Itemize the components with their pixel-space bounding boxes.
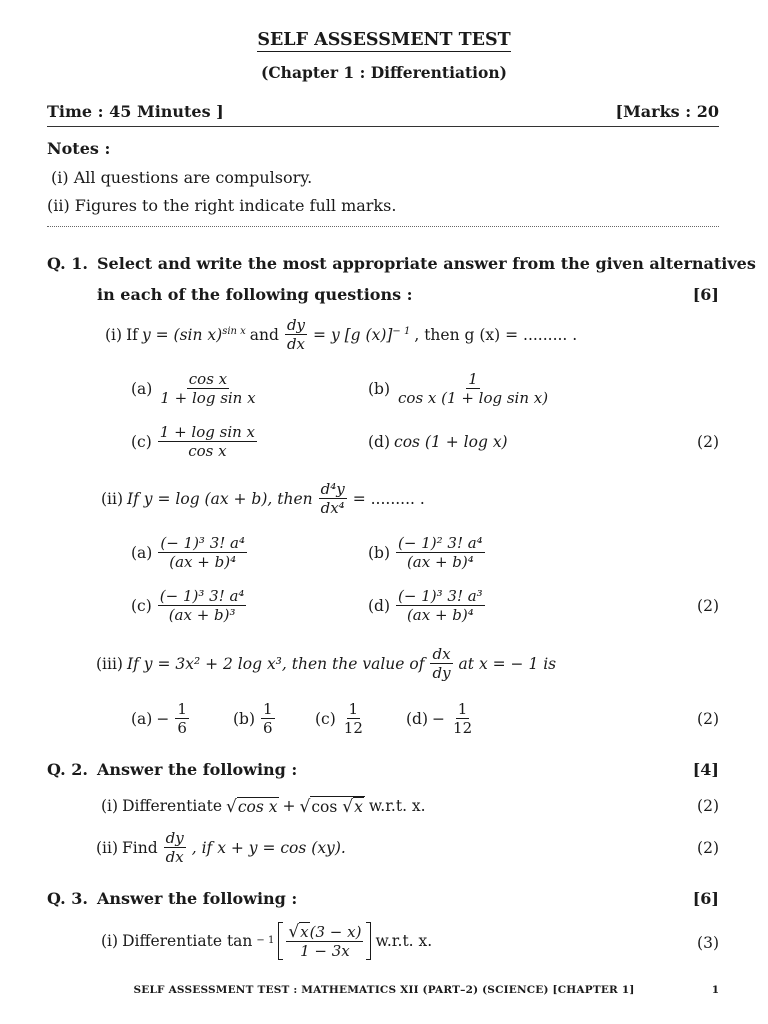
sub-marks: (2): [697, 839, 719, 857]
stem-expr: y = (sin x)$^{sin x}$: [141, 325, 246, 344]
sub-marks: (2): [697, 710, 719, 728]
question-marks: [6]: [692, 285, 719, 304]
page-footer: SELF ASSESSMENT TEST : MATHEMATICS XII (PART–2) (SCIENCE) [CHAPTER 1]: [133, 984, 635, 996]
header-divider: [47, 126, 719, 127]
question-text: Select and write the most appropriate answer from the given alternatives: [97, 254, 756, 273]
question-text: Answer the following :: [97, 889, 298, 908]
stem-text: If: [126, 325, 138, 344]
option-b: (b) $\frac{1}{\text{cos x (1 + log sin x)}}$: [368, 370, 549, 407]
q1-sub2-stem: (ii) If y = log (ax + b), then $\frac{\text{d⁴y}}{\text{dx⁴}}$ = ......... .: [101, 480, 425, 517]
stem-rhs: = y [g (x)]$^{- 1}$: [313, 325, 411, 344]
q2-sub1: (i) Differentiate √ cos x + √ cos √ x w.r.t. x.: [101, 796, 426, 817]
question-text: in each of the following questions :: [97, 285, 413, 304]
stem-text: and: [249, 325, 279, 344]
option-a: (a) − $\frac{1}{6}$: [131, 700, 187, 737]
time-label: Time : 45 Minutes ]: [47, 102, 224, 121]
marks-label: [Marks : 20: [615, 102, 719, 121]
note-item: (ii) Figures to the right indicate full marks.: [47, 196, 397, 215]
q1-sub3-stem: (iii) If y = 3x² + 2 log x³, then the value of $\frac{dx}{dy}$ at x = − 1 is: [96, 645, 557, 682]
test-title: SELF ASSESSMENT TEST: [257, 30, 511, 50]
chapter-subtitle: (Chapter 1 : Differentiation): [261, 63, 507, 82]
option-c: (c) $\frac{\text{1 + log sin x}}{\text{cos x}}$: [131, 423, 256, 460]
question-marks: [6]: [692, 889, 719, 908]
notes-divider: [47, 226, 719, 227]
question-marks: [4]: [692, 760, 719, 779]
option-d: (d) − $\frac{1}{12}$: [406, 700, 473, 737]
sub-marks: (2): [697, 433, 719, 451]
sub-marks: (2): [697, 797, 719, 815]
q2-sub2: (ii) Find $\frac{dy}{dx}$ , if x + y = cos (xy).: [96, 829, 346, 866]
sqrt-expression: √ cos x: [226, 796, 278, 817]
question-number: Q. 1.: [47, 254, 88, 273]
option-a: (a) $\frac{\text{cos x}}{\text{1 + log sin x}}$: [131, 370, 256, 407]
option-a: (a) $\frac{\text{(− 1)³ 3! a⁴}}{\text{(ax + b)⁴}}$: [131, 534, 246, 571]
page-number: 1: [711, 984, 719, 996]
notes-heading: Notes :: [47, 139, 111, 158]
option-c: (c) $\frac{1}{12}$: [315, 700, 363, 737]
sub-marks: (3): [697, 934, 719, 952]
q3-sub1: (i) Differentiate tan − 1 √ x (3 − x) 1 − 3x w.r.t. x.: [101, 922, 433, 960]
option-c: (c) $\frac{\text{(− 1)³ 3! a⁴}}{\text{(ax + b)³}}$: [131, 587, 245, 624]
question-number: Q. 3.: [47, 889, 88, 908]
stem-text: , then g (x) = ......... .: [414, 325, 578, 344]
question-text: Answer the following :: [97, 760, 298, 779]
option-d: (d) $\frac{\text{(− 1)³ 3! a³}}{\text{(ax + b)⁴}}$: [368, 587, 483, 624]
dydx-fraction: $\frac{dy}{dx}$: [286, 316, 306, 353]
sqrt-expression: √ cos √ x: [299, 797, 363, 817]
q1-sub1-stem: [105, 316, 577, 353]
option-b: (b) $\frac{\text{(− 1)² 3! a⁴}}{\text{(ax + b)⁴}}$: [368, 534, 483, 571]
square-bracket: √ x (3 − x) 1 − 3x: [278, 922, 371, 960]
note-item: (i) All questions are compulsory.: [51, 168, 313, 187]
sub-label: (i): [105, 325, 123, 344]
question-number: Q. 2.: [47, 760, 88, 779]
option-b: (b) $\frac{1}{6}$: [233, 700, 273, 737]
sub-marks: (2): [697, 597, 719, 615]
option-d: (d) cos (1 + log x): [368, 433, 508, 451]
